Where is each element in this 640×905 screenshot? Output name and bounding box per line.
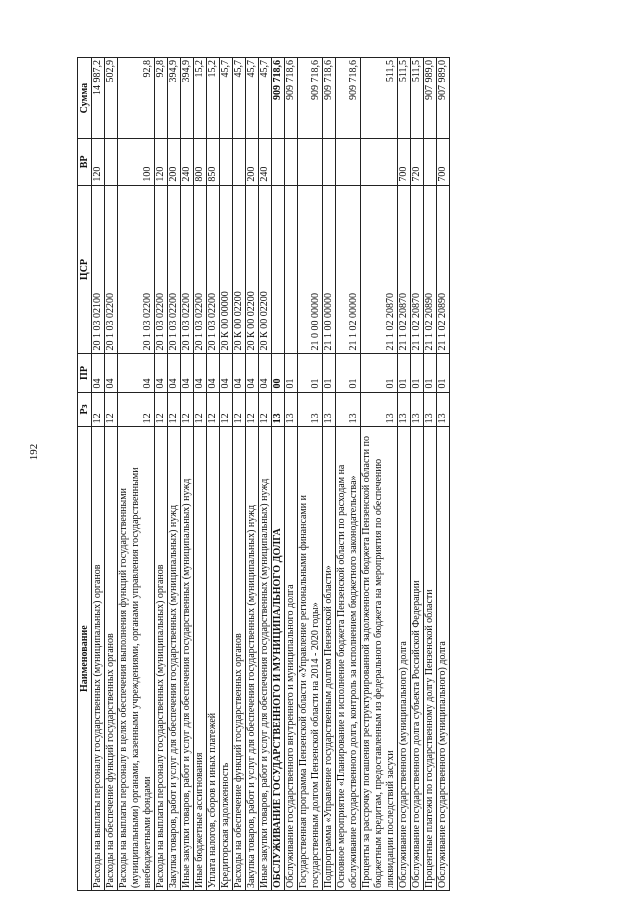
cell-name: Иные закупки товаров, работ и услуг для обеспечения государственных (муниципальных) нужд	[181, 427, 194, 891]
table-row	[336, 58, 361, 891]
cell-vr	[285, 139, 298, 185]
cell-vr: 200	[246, 139, 259, 185]
table-row	[272, 58, 285, 891]
cell-rz: 12	[246, 392, 259, 427]
cell-name: Уплата налогов, сборов и иных платежей	[207, 427, 220, 891]
cell-csr: 20 1 03 02200	[168, 185, 181, 354]
cell-pr: 01	[298, 354, 323, 392]
cell-sum: 511,5	[398, 58, 411, 139]
cell-rz: 13	[336, 392, 361, 427]
cell-sum: 907 989,0	[424, 58, 437, 139]
cell-csr: 20 К 00 02200	[259, 185, 272, 354]
cell-rz: 13	[298, 392, 323, 427]
cell-rz: 12	[259, 392, 272, 427]
cell-vr: 120	[92, 139, 105, 185]
cell-csr	[272, 185, 285, 354]
cell-sum: 45,7	[246, 58, 259, 139]
cell-vr	[272, 139, 285, 185]
cell-csr: 21 1 02 20870	[361, 185, 398, 354]
cell-sum: 394,9	[168, 58, 181, 139]
cell-name: Процентные платежи по государственному долгу Пензенской области	[424, 427, 437, 891]
cell-name: Обслуживание государственного внутреннего и муниципального долга	[285, 427, 298, 891]
cell-vr: 700	[437, 139, 450, 185]
cell-rz: 13	[361, 392, 398, 427]
cell-name: Иные бюджетные ассигнования	[194, 427, 207, 891]
cell-sum: 394,9	[181, 58, 194, 139]
table-row	[298, 58, 323, 891]
cell-name: Государственная программа Пензенской области «Управление региональными финансами и государственным долгом Пензенской области на 2014 - 2020 годы»	[298, 427, 323, 891]
cell-rz: 12	[155, 392, 168, 427]
cell-vr: 100	[118, 139, 155, 185]
cell-name: Обслуживание государственного долга субъекта Российской Федерации	[411, 427, 424, 891]
table-row	[155, 58, 168, 891]
cell-pr: 04	[92, 354, 105, 392]
cell-pr: 04	[168, 354, 181, 392]
cell-csr: 20 К 00 02200	[246, 185, 259, 354]
cell-pr: 01	[336, 354, 361, 392]
cell-sum: 909 718,6	[272, 58, 285, 139]
cell-rz: 12	[220, 392, 233, 427]
cell-rz: 12	[233, 392, 246, 427]
cell-sum: 909 718,6	[323, 58, 336, 139]
cell-csr: 20 К 00 02200	[233, 185, 246, 354]
table-row	[361, 58, 398, 891]
cell-csr: 20 1 03 02200	[118, 185, 155, 354]
cell-pr: 01	[323, 354, 336, 392]
cell-pr: 01	[411, 354, 424, 392]
cell-rz: 12	[181, 392, 194, 427]
cell-pr: 01	[437, 354, 450, 392]
cell-name: Проценты за рассрочку погашения реструктурированной задолженности бюджета Пензенской области по бюджетным кредитам, предоставленным из федерального бюджета на мероприятия по обеспечению ликвидации последствий засухи	[361, 427, 398, 891]
header-sum: Сумма	[78, 58, 92, 139]
cell-csr: 21 1 02 20870	[411, 185, 424, 354]
cell-csr: 21 1 02 00000	[336, 185, 361, 354]
cell-rz: 13	[424, 392, 437, 427]
cell-csr: 20 1 03 02200	[207, 185, 220, 354]
cell-vr	[233, 139, 246, 185]
cell-vr	[424, 139, 437, 185]
cell-pr: 01	[285, 354, 298, 392]
cell-csr: 20 К 00 00000	[220, 185, 233, 354]
table-row	[285, 58, 298, 891]
table-row	[246, 58, 259, 891]
cell-name: Закупка товаров, работ и услуг для обеспечения государственных (муниципальных) нужд	[246, 427, 259, 891]
cell-sum: 92,8	[118, 58, 155, 139]
cell-name: Иные закупки товаров, работ и услуг для обеспечения государственных (муниципальных) нужд	[259, 427, 272, 891]
table-row	[105, 58, 118, 891]
header-vr: ВР	[78, 139, 92, 185]
cell-name: Расходы на обеспечение функций государственных органов	[233, 427, 246, 891]
cell-vr: 800	[194, 139, 207, 185]
cell-rz: 13	[323, 392, 336, 427]
cell-pr: 01	[398, 354, 411, 392]
table-row	[194, 58, 207, 891]
cell-pr: 04	[220, 354, 233, 392]
cell-csr: 21 1 02 20890	[437, 185, 450, 354]
cell-sum: 45,7	[259, 58, 272, 139]
table-row	[118, 58, 155, 891]
cell-vr: 850	[207, 139, 220, 185]
table-row	[220, 58, 233, 891]
table-row	[411, 58, 424, 891]
cell-vr: 700	[398, 139, 411, 185]
cell-rz: 13	[398, 392, 411, 427]
cell-pr: 01	[361, 354, 398, 392]
table-row	[398, 58, 411, 891]
table-row	[259, 58, 272, 891]
cell-sum: 909 718,6	[285, 58, 298, 139]
cell-pr: 04	[259, 354, 272, 392]
cell-sum: 909 718,6	[336, 58, 361, 139]
cell-csr: 21 1 00 00000	[323, 185, 336, 354]
table-row	[92, 58, 105, 891]
cell-sum: 907 989,0	[437, 58, 450, 139]
cell-name: Расходы на выплаты персоналу государственных (муниципальных) органов	[155, 427, 168, 891]
cell-csr: 20 1 03 02100	[92, 185, 105, 354]
cell-rz: 13	[411, 392, 424, 427]
cell-name: Закупка товаров, работ и услуг для обеспечения государственных (муниципальных) нужд	[168, 427, 181, 891]
cell-name: Обслуживание государственного (муниципального) долга	[437, 427, 450, 891]
cell-sum: 909 718,6	[298, 58, 323, 139]
cell-csr	[285, 185, 298, 354]
table-header-row	[78, 58, 92, 891]
cell-rz: 12	[194, 392, 207, 427]
cell-csr: 20 1 03 02200	[194, 185, 207, 354]
cell-csr: 20 1 03 02200	[181, 185, 194, 354]
cell-name: Подпрограмма «Управление государственным долгом Пензенской области»	[323, 427, 336, 891]
page-number: 192	[28, 443, 40, 461]
cell-name: Расходы на выплаты персоналу в целях обеспечения выполнения функций государственными (муниципальными) органами, казенными учреждениями, органами управления государственными внебюджетными фондами	[118, 427, 155, 891]
cell-rz: 12	[92, 392, 105, 427]
cell-rz: 12	[168, 392, 181, 427]
cell-rz: 13	[272, 392, 285, 427]
cell-sum: 15,2	[207, 58, 220, 139]
cell-pr: 04	[105, 354, 118, 392]
cell-sum: 14 987,2	[92, 58, 105, 139]
cell-pr: 04	[233, 354, 246, 392]
table-row	[437, 58, 450, 891]
cell-name: Обслуживание государственного (муниципального) долга	[398, 427, 411, 891]
cell-pr: 04	[155, 354, 168, 392]
cell-csr: 21 1 02 20890	[424, 185, 437, 354]
cell-sum: 45,7	[233, 58, 246, 139]
cell-sum: 15,2	[194, 58, 207, 139]
cell-vr	[323, 139, 336, 185]
cell-csr: 20 1 03 02200	[155, 185, 168, 354]
table-row	[181, 58, 194, 891]
cell-rz: 12	[207, 392, 220, 427]
table-row	[168, 58, 181, 891]
header-csr: ЦСР	[78, 185, 92, 354]
cell-sum: 502,9	[105, 58, 118, 139]
table-row	[207, 58, 220, 891]
cell-vr	[105, 139, 118, 185]
header-name: Наименование	[78, 427, 92, 891]
cell-sum: 45,7	[220, 58, 233, 139]
cell-vr	[298, 139, 323, 185]
cell-vr	[220, 139, 233, 185]
table-body	[92, 58, 450, 891]
cell-rz: 12	[118, 392, 155, 427]
cell-sum: 511,5	[361, 58, 398, 139]
cell-name: ОБСЛУЖИВАНИЕ ГОСУДАРСТВЕННОГО И МУНИЦИПАЛЬНОГО ДОЛГА	[272, 427, 285, 891]
cell-name: Расходы на обеспечение функций государственных органов	[105, 427, 118, 891]
cell-vr: 720	[411, 139, 424, 185]
cell-name: Кредиторская задолженность	[220, 427, 233, 891]
budget-table	[77, 57, 450, 891]
table-row	[233, 58, 246, 891]
cell-rz: 13	[285, 392, 298, 427]
cell-vr	[336, 139, 361, 185]
cell-csr: 21 0 00 00000	[298, 185, 323, 354]
cell-rz: 12	[105, 392, 118, 427]
cell-name: Расходы на выплаты персоналу государственных (муниципальных) органов	[92, 427, 105, 891]
cell-sum: 511,5	[411, 58, 424, 139]
table-row	[424, 58, 437, 891]
cell-sum: 92,8	[155, 58, 168, 139]
cell-pr: 04	[118, 354, 155, 392]
cell-name: Основное мероприятие «Планирование и исполнение бюджета Пензенской области по расходам на обслуживание государственного долга, контроль за исполнением бюджетного законодательства»	[336, 427, 361, 891]
rotated-table-area	[77, 57, 578, 891]
cell-pr: 00	[272, 354, 285, 392]
cell-pr: 01	[424, 354, 437, 392]
cell-vr	[361, 139, 398, 185]
cell-pr: 04	[194, 354, 207, 392]
cell-vr: 240	[259, 139, 272, 185]
cell-vr: 240	[181, 139, 194, 185]
cell-csr: 20 1 03 02200	[105, 185, 118, 354]
header-rz: Рз	[78, 392, 92, 427]
table-row	[323, 58, 336, 891]
cell-pr: 04	[207, 354, 220, 392]
cell-vr: 120	[155, 139, 168, 185]
header-pr: ПР	[78, 354, 92, 392]
cell-rz: 13	[437, 392, 450, 427]
cell-csr: 21 1 02 20870	[398, 185, 411, 354]
cell-pr: 04	[181, 354, 194, 392]
cell-pr: 04	[246, 354, 259, 392]
cell-vr: 200	[168, 139, 181, 185]
